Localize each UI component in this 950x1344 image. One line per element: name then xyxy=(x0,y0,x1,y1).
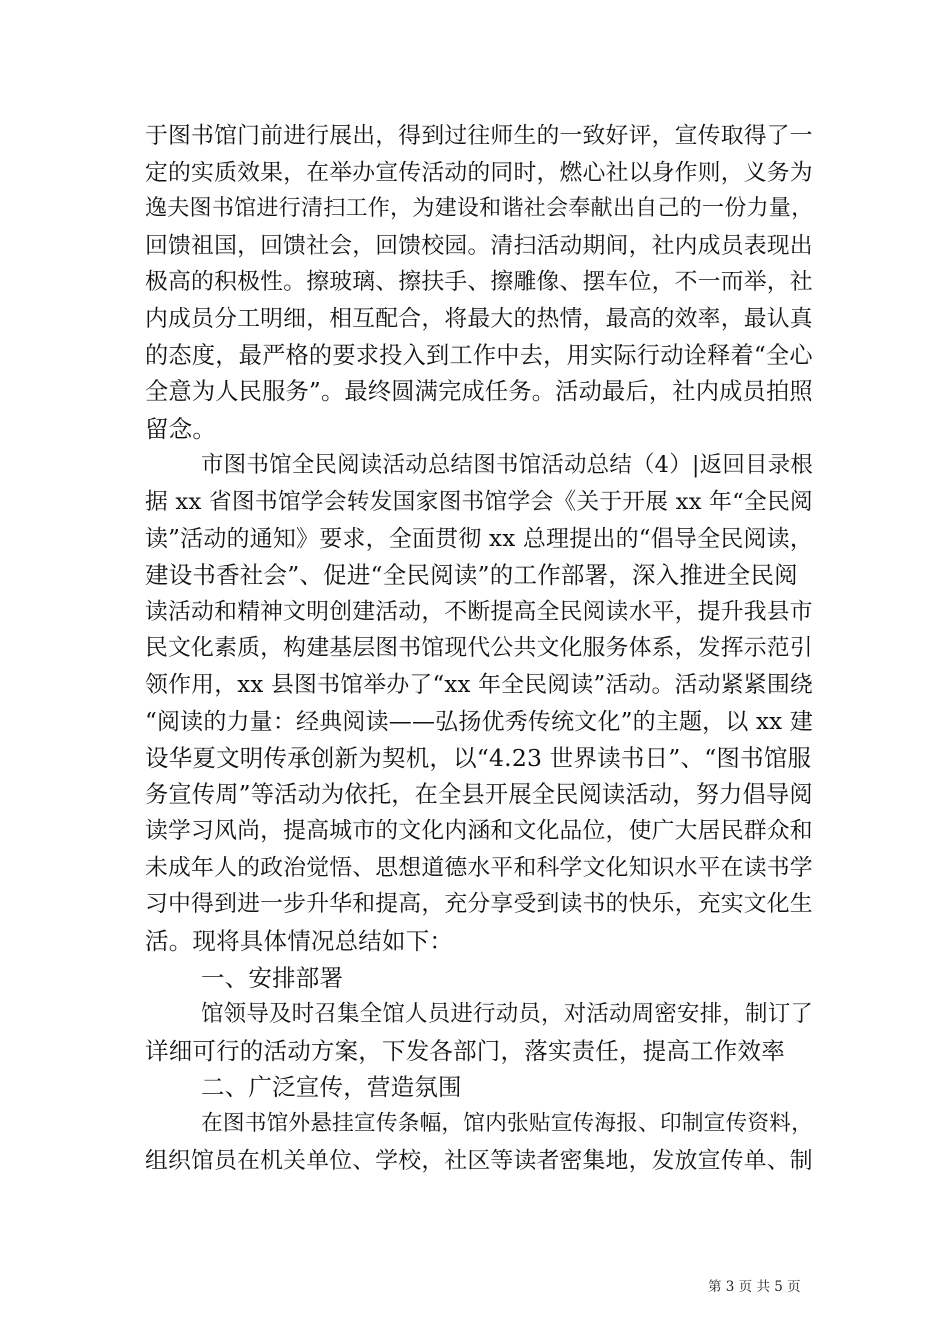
text-line: 逸夫图书馆进行清扫工作，为建设和谐社会奉献出自己的一份力量， xyxy=(145,196,814,222)
text-line: 内成员分工明细，相互配合，将最大的热情，最高的效率，最认真 xyxy=(145,305,813,332)
text-line: 市图书馆全民阅读活动总结图书馆活动总结（4）|返回目录根 xyxy=(201,452,814,479)
text-line: 设华夏文明传承创新为契机，以“4.23 世界读书日”、“图书馆服 xyxy=(145,744,812,773)
text-line: 读”活动的通知》要求，全面贯彻 xx 总理提出的“倡导全民阅读， xyxy=(145,525,814,552)
text-line: 于图书馆门前进行展出，得到过往师生的一致好评，宣传取得了一 xyxy=(145,123,813,149)
text-line: 建设书香社会”、促进“全民阅读”的工作部署，深入推进全民阅 xyxy=(145,561,798,590)
text-line: 一、安排部署 xyxy=(201,963,344,992)
text-line: 据 xx 省图书馆学会转发国家图书馆学会《关于开展 xx 年“全民阅 xyxy=(145,488,813,515)
text-line: 活。现将具体情况总结如下： xyxy=(145,927,454,956)
text-line: 二、广泛宣传，营造氛围 xyxy=(201,1073,462,1102)
text-line: 未成年人的政治觉悟、思想道德水平和科学文化知识水平在读书学 xyxy=(145,854,813,881)
text-line: “阅读的力量：经典阅读——弘扬优秀传统文化”的主题，以 xx 建 xyxy=(145,708,814,735)
text-line: 组织馆员在机关单位、学校，社区等读者密集地，发放宣传单、制 xyxy=(145,1147,813,1174)
text-line: 读活动和精神文明创建活动，不断提高全民阅读水平，提升我县市 xyxy=(145,598,813,625)
text-line: 留念。 xyxy=(145,414,217,443)
text-line: 详细可行的活动方案，下发各部门，落实责任，提高工作效率 xyxy=(145,1036,785,1065)
body-text xyxy=(145,118,813,1179)
text-line: 定的实质效果，在举办宣传活动的同时，燃心社以身作则，义务为 xyxy=(145,159,813,186)
text-line: 回馈祖国，回馈社会，回馈校园。清扫活动期间，社内成员表现出 xyxy=(145,232,813,259)
text-line: 民文化素质，构建基层图书馆现代公共文化服务体系，发挥示范引 xyxy=(145,635,813,662)
text-line: 习中得到进一步升华和提高，充分享受到读书的快乐，充实文化生 xyxy=(145,891,813,918)
text-line: 馆领导及时召集全馆人员进行动员，对活动周密安排，制订了 xyxy=(201,1001,814,1028)
text-line: 极高的积极性。擦玻璃、擦扶手、擦雕像、摆车位，不一而举，社 xyxy=(145,269,813,296)
text-line: 在图书馆外悬挂宣传条幅，馆内张贴宣传海报、印制宣传资料， xyxy=(201,1111,813,1137)
text-line: 读学习风尚，提高城市的文化内涵和文化品位，使广大居民群众和 xyxy=(145,818,813,845)
text-line: 领作用，xx 县图书馆举办了“xx 年全民阅读”活动。活动紧紧围绕 xyxy=(145,671,814,698)
text-line: 全意为人民服务”。最终圆满完成任务。活动最后，社内成员拍照 xyxy=(145,378,813,406)
text-line: 务宣传周”等活动为依托，在全县开展全民阅读活动，努力倡导阅 xyxy=(145,780,813,808)
page-number: 第 3 页 共 5 页 xyxy=(708,1279,801,1295)
text-line: 的态度，最严格的要求投入到工作中去，用实际行动诠释着“全心 xyxy=(145,341,813,369)
